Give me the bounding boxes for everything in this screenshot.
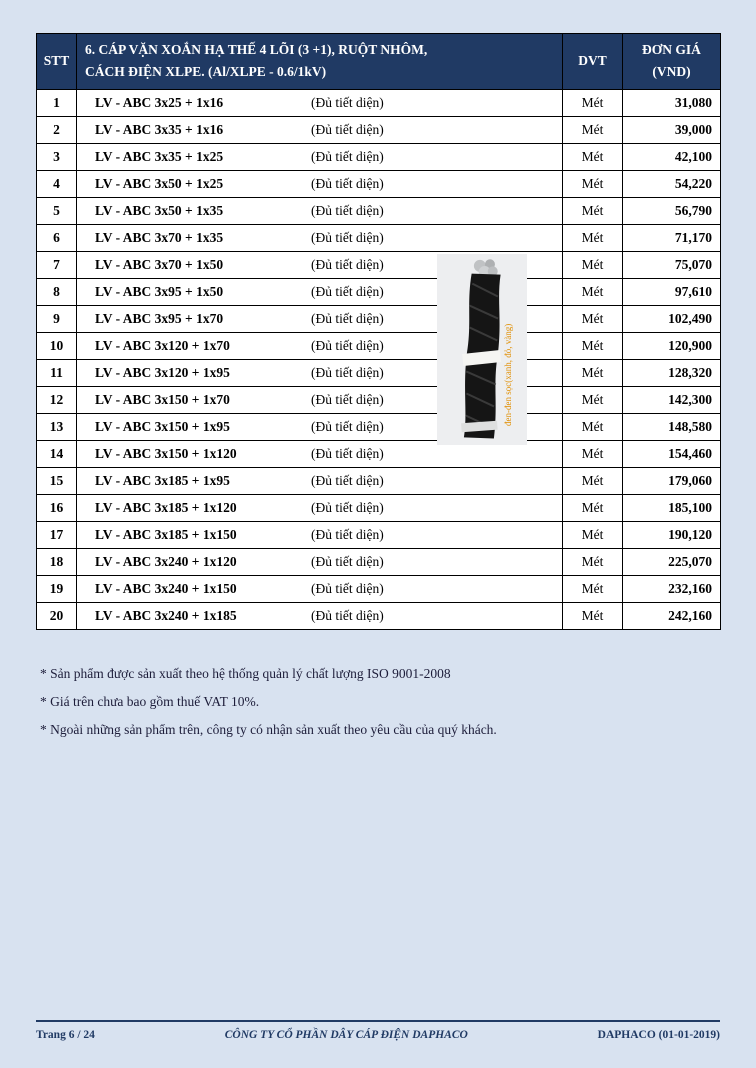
price-cell: 120,900: [623, 332, 721, 359]
page-number: Trang 6 / 24: [36, 1029, 95, 1041]
product-name-cell: [77, 494, 563, 521]
header-price: [623, 34, 721, 90]
price-header-line1: ĐƠN GIÁ: [642, 42, 701, 57]
table-row: [37, 143, 721, 170]
price-cell: 54,220: [623, 170, 721, 197]
product-name-cell: [77, 548, 563, 575]
unit-cell: Mét: [563, 413, 623, 440]
price-cell: 225,070: [623, 548, 721, 575]
price-header-line2: (VND): [652, 64, 691, 80]
table-row: [37, 170, 721, 197]
row-number-cell: 20: [37, 602, 77, 629]
header-product-title: [77, 34, 563, 90]
row-number-cell: 8: [37, 278, 77, 305]
price-cell: 154,460: [623, 440, 721, 467]
price-cell: 39,000: [623, 116, 721, 143]
product-name-cell: [77, 602, 563, 629]
product-code: LV - ABC 3x150 + 1x70: [95, 391, 230, 407]
company-name: CÔNG TY CỔ PHẦN DÂY CÁP ĐIỆN DAPHACO: [224, 1029, 468, 1041]
header-stt: STT: [37, 34, 77, 90]
unit-cell: Mét: [563, 224, 623, 251]
price-cell: 75,070: [623, 251, 721, 278]
unit-cell: Mét: [563, 602, 623, 629]
row-number-cell: 13: [37, 413, 77, 440]
cable-photo: [437, 254, 527, 445]
unit-cell: Mét: [563, 170, 623, 197]
row-number-cell: 12: [37, 386, 77, 413]
product-name-cell: [77, 170, 563, 197]
unit-cell: Mét: [563, 332, 623, 359]
unit-cell: Mét: [563, 494, 623, 521]
product-code: LV - ABC 3x185 + 1x120: [95, 499, 237, 515]
product-spec: (Đủ tiết diện): [311, 310, 384, 326]
product-code: LV - ABC 3x240 + 1x150: [95, 580, 237, 596]
price-table: [36, 33, 721, 630]
unit-cell: Mét: [563, 305, 623, 332]
price-cell: 179,060: [623, 467, 721, 494]
product-code: LV - ABC 3x240 + 1x120: [95, 553, 237, 569]
unit-cell: Mét: [563, 386, 623, 413]
table-row: [37, 278, 721, 305]
unit-cell: Mét: [563, 278, 623, 305]
row-number-cell: 16: [37, 494, 77, 521]
price-cell: 148,580: [623, 413, 721, 440]
row-number-cell: 14: [37, 440, 77, 467]
product-name-cell: [77, 197, 563, 224]
price-cell: 71,170: [623, 224, 721, 251]
product-name-cell: [77, 116, 563, 143]
product-spec: (Đủ tiết diện): [311, 391, 384, 407]
product-code: LV - ABC 3x95 + 1x70: [95, 310, 224, 326]
product-name-cell: [77, 89, 563, 116]
product-spec: (Đủ tiết diện): [311, 121, 384, 137]
row-number-cell: 7: [37, 251, 77, 278]
table-row: [37, 548, 721, 575]
table-row: [37, 494, 721, 521]
price-cell: 102,490: [623, 305, 721, 332]
unit-cell: Mét: [563, 197, 623, 224]
product-spec: (Đủ tiết diện): [311, 472, 384, 488]
product-spec: (Đủ tiết diện): [311, 499, 384, 515]
row-number-cell: 3: [37, 143, 77, 170]
table-row: [37, 575, 721, 602]
price-cell: 42,100: [623, 143, 721, 170]
note-iso: * Sản phẩm được sản xuất theo hệ thống quản lý chất lượng ISO 9001-2008: [40, 666, 451, 681]
row-number-cell: 11: [37, 359, 77, 386]
product-spec: (Đủ tiết diện): [311, 607, 384, 623]
product-code: LV - ABC 3x95 + 1x50: [95, 283, 224, 299]
price-cell: 128,320: [623, 359, 721, 386]
product-code: LV - ABC 3x70 + 1x50: [95, 256, 224, 272]
product-spec: (Đủ tiết diện): [311, 202, 384, 218]
product-code: LV - ABC 3x35 + 1x25: [95, 148, 224, 164]
table-row: [37, 440, 721, 467]
product-spec: (Đủ tiết diện): [311, 283, 384, 299]
unit-cell: Mét: [563, 575, 623, 602]
product-name-cell: [77, 575, 563, 602]
unit-cell: Mét: [563, 548, 623, 575]
row-number-cell: 17: [37, 521, 77, 548]
note-vat: * Giá trên chưa bao gồm thuế VAT 10%.: [40, 694, 260, 709]
price-cell: 142,300: [623, 386, 721, 413]
row-number-cell: 4: [37, 170, 77, 197]
price-cell: 31,080: [623, 89, 721, 116]
document-version: DAPHACO (01-01-2019): [597, 1029, 720, 1041]
product-code: LV - ABC 3x120 + 1x95: [95, 364, 230, 380]
row-number-cell: 15: [37, 467, 77, 494]
page-footer: [36, 1020, 720, 1041]
table-row: [37, 224, 721, 251]
product-code: LV - ABC 3x50 + 1x35: [95, 202, 224, 218]
unit-cell: Mét: [563, 521, 623, 548]
table-row: [37, 251, 721, 278]
table-row: [37, 602, 721, 629]
row-number-cell: 5: [37, 197, 77, 224]
table-header: [37, 34, 721, 90]
table-row: [37, 197, 721, 224]
table-row: [37, 359, 721, 386]
table-row: [37, 305, 721, 332]
table-row: [37, 521, 721, 548]
price-cell: 56,790: [623, 197, 721, 224]
product-name-cell: [77, 521, 563, 548]
note-custom-order: * Ngoài những sản phẩm trên, công ty có nhận sản xuất theo yêu cầu của quý khách.: [40, 722, 497, 737]
table-row: [37, 386, 721, 413]
price-cell: 232,160: [623, 575, 721, 602]
cable-color-caption: đen-đen sọc(xanh, đỏ, vàng): [503, 323, 513, 426]
product-name-cell: [77, 143, 563, 170]
product-spec: (Đủ tiết diện): [311, 256, 384, 272]
row-number-cell: 19: [37, 575, 77, 602]
price-cell: 185,100: [623, 494, 721, 521]
product-code: LV - ABC 3x120 + 1x70: [95, 337, 230, 353]
product-spec: (Đủ tiết diện): [311, 94, 384, 110]
unit-cell: Mét: [563, 359, 623, 386]
product-code: LV - ABC 3x185 + 1x150: [95, 526, 237, 542]
row-number-cell: 9: [37, 305, 77, 332]
price-cell: 190,120: [623, 521, 721, 548]
product-code: LV - ABC 3x70 + 1x35: [95, 229, 224, 245]
product-spec: (Đủ tiết diện): [311, 418, 384, 434]
header-unit: DVT: [563, 34, 623, 90]
product-name-cell: [77, 224, 563, 251]
table-row: [37, 413, 721, 440]
product-code: LV - ABC 3x185 + 1x95: [95, 472, 230, 488]
table-row: [37, 89, 721, 116]
product-title-line2: CÁCH ĐIỆN XLPE. (Al/XLPE - 0.6/1kV): [85, 64, 327, 80]
row-number-cell: 2: [37, 116, 77, 143]
row-number-cell: 10: [37, 332, 77, 359]
product-spec: (Đủ tiết diện): [311, 148, 384, 164]
product-code: LV - ABC 3x240 + 1x185: [95, 607, 237, 623]
product-code: LV - ABC 3x25 + 1x16: [95, 94, 224, 110]
product-name-cell: [77, 467, 563, 494]
product-spec: (Đủ tiết diện): [311, 337, 384, 353]
table-row: [37, 332, 721, 359]
row-number-cell: 6: [37, 224, 77, 251]
product-code: LV - ABC 3x150 + 1x120: [95, 445, 237, 461]
product-code: LV - ABC 3x50 + 1x25: [95, 175, 224, 191]
product-spec: (Đủ tiết diện): [311, 229, 384, 245]
price-cell: 242,160: [623, 602, 721, 629]
table-body: [37, 89, 721, 629]
table-row: [37, 116, 721, 143]
unit-cell: Mét: [563, 116, 623, 143]
product-code: LV - ABC 3x150 + 1x95: [95, 418, 230, 434]
price-cell: 97,610: [623, 278, 721, 305]
table-row: [37, 467, 721, 494]
header-row: [37, 34, 721, 90]
product-spec: (Đủ tiết diện): [311, 364, 384, 380]
unit-cell: Mét: [563, 467, 623, 494]
product-code: LV - ABC 3x35 + 1x16: [95, 121, 224, 137]
notes-section: [40, 660, 720, 744]
product-title-line1: 6. CÁP VẶN XOẮN HẠ THẾ 4 LÕI (3 +1), RUỘT NHÔM,: [85, 42, 428, 57]
row-number-cell: 1: [37, 89, 77, 116]
unit-cell: Mét: [563, 440, 623, 467]
product-spec: (Đủ tiết diện): [311, 553, 384, 569]
product-spec: (Đủ tiết diện): [311, 175, 384, 191]
unit-cell: Mét: [563, 143, 623, 170]
product-spec: (Đủ tiết diện): [311, 526, 384, 542]
unit-cell: Mét: [563, 251, 623, 278]
product-spec: (Đủ tiết diện): [311, 445, 384, 461]
unit-cell: Mét: [563, 89, 623, 116]
product-spec: (Đủ tiết diện): [311, 580, 384, 596]
row-number-cell: 18: [37, 548, 77, 575]
